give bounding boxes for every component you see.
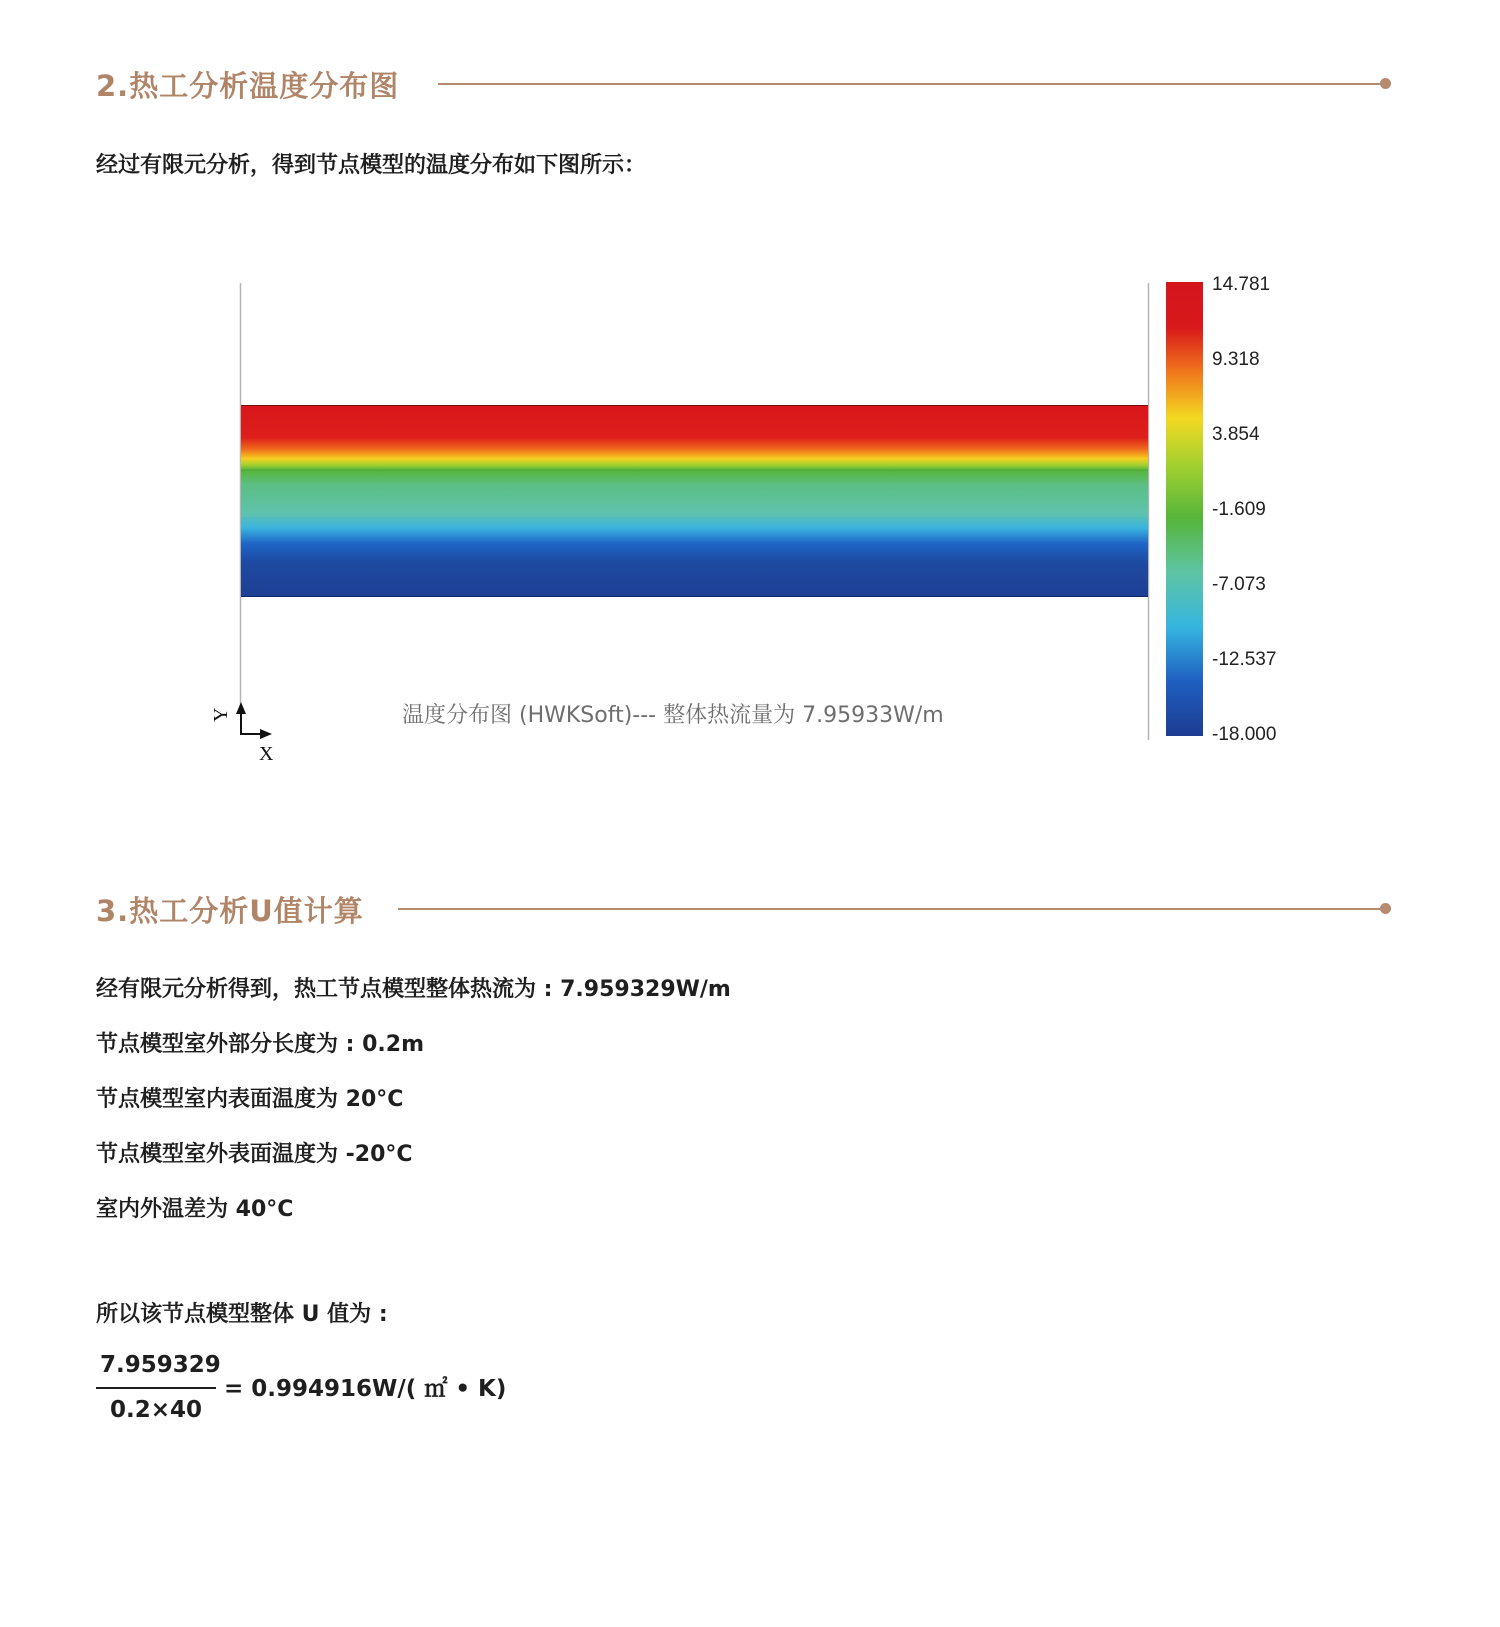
- figure-caption: 温度分布图 (HWKSoft)--- 整体热流量为 7.95933W/m: [402, 703, 944, 728]
- x-axis-arrow-head: [260, 729, 272, 739]
- legend-label-1: 14.781: [1212, 274, 1271, 295]
- calc-line-outdoor-temp: 节点模型室外表面温度为 -20°C: [96, 1142, 413, 1167]
- section-3-header: [96, 889, 364, 929]
- temperature-distribution-figure: [0, 0, 1500, 800]
- legend-label-2: 9.318: [1212, 349, 1260, 370]
- legend-label-3: 3.854: [1212, 424, 1260, 445]
- legend-label-7: -18.000: [1212, 724, 1277, 745]
- formula-numerator: 7.959329: [100, 1352, 221, 1378]
- calc-line-temp-difference: 室内外温差为 40°C: [96, 1197, 294, 1222]
- legend-label-5: -7.073: [1212, 574, 1266, 595]
- formula-denominator: 0.2×40: [110, 1397, 203, 1423]
- temperature-band: [241, 405, 1148, 597]
- u-value-conclusion: 所以该节点模型整体 U 值为 :: [96, 1302, 388, 1327]
- axis-y-label: Y: [210, 707, 232, 722]
- legend-label-6: -12.537: [1212, 649, 1277, 670]
- formula-result: = 0.994916W/( ㎡ • K): [224, 1376, 507, 1402]
- legend-color-bar: [1166, 282, 1203, 736]
- section-3-rule-dot: [1380, 903, 1391, 914]
- legend-label-4: -1.609: [1212, 499, 1266, 520]
- section-3-rule: [398, 908, 1384, 910]
- calc-line-indoor-temp: 节点模型室内表面温度为 20°C: [96, 1087, 404, 1112]
- formula-fraction-bar: [96, 1387, 216, 1389]
- section-3-title: 3.热工分析U值计算: [96, 893, 364, 928]
- section-2-intro: 经过有限元分析，得到节点模型的温度分布如下图所示：: [96, 153, 647, 178]
- y-axis-arrow-head: [236, 702, 246, 714]
- calc-line-heat-flow: 经有限元分析得到，热工节点模型整体热流为 : 7.959329W/m: [96, 977, 731, 1002]
- section-2-title: 2.热工分析温度分布图: [96, 68, 400, 103]
- axis-x-label: X: [259, 743, 274, 765]
- calc-line-length: 节点模型室外部分长度为 : 0.2m: [96, 1032, 425, 1057]
